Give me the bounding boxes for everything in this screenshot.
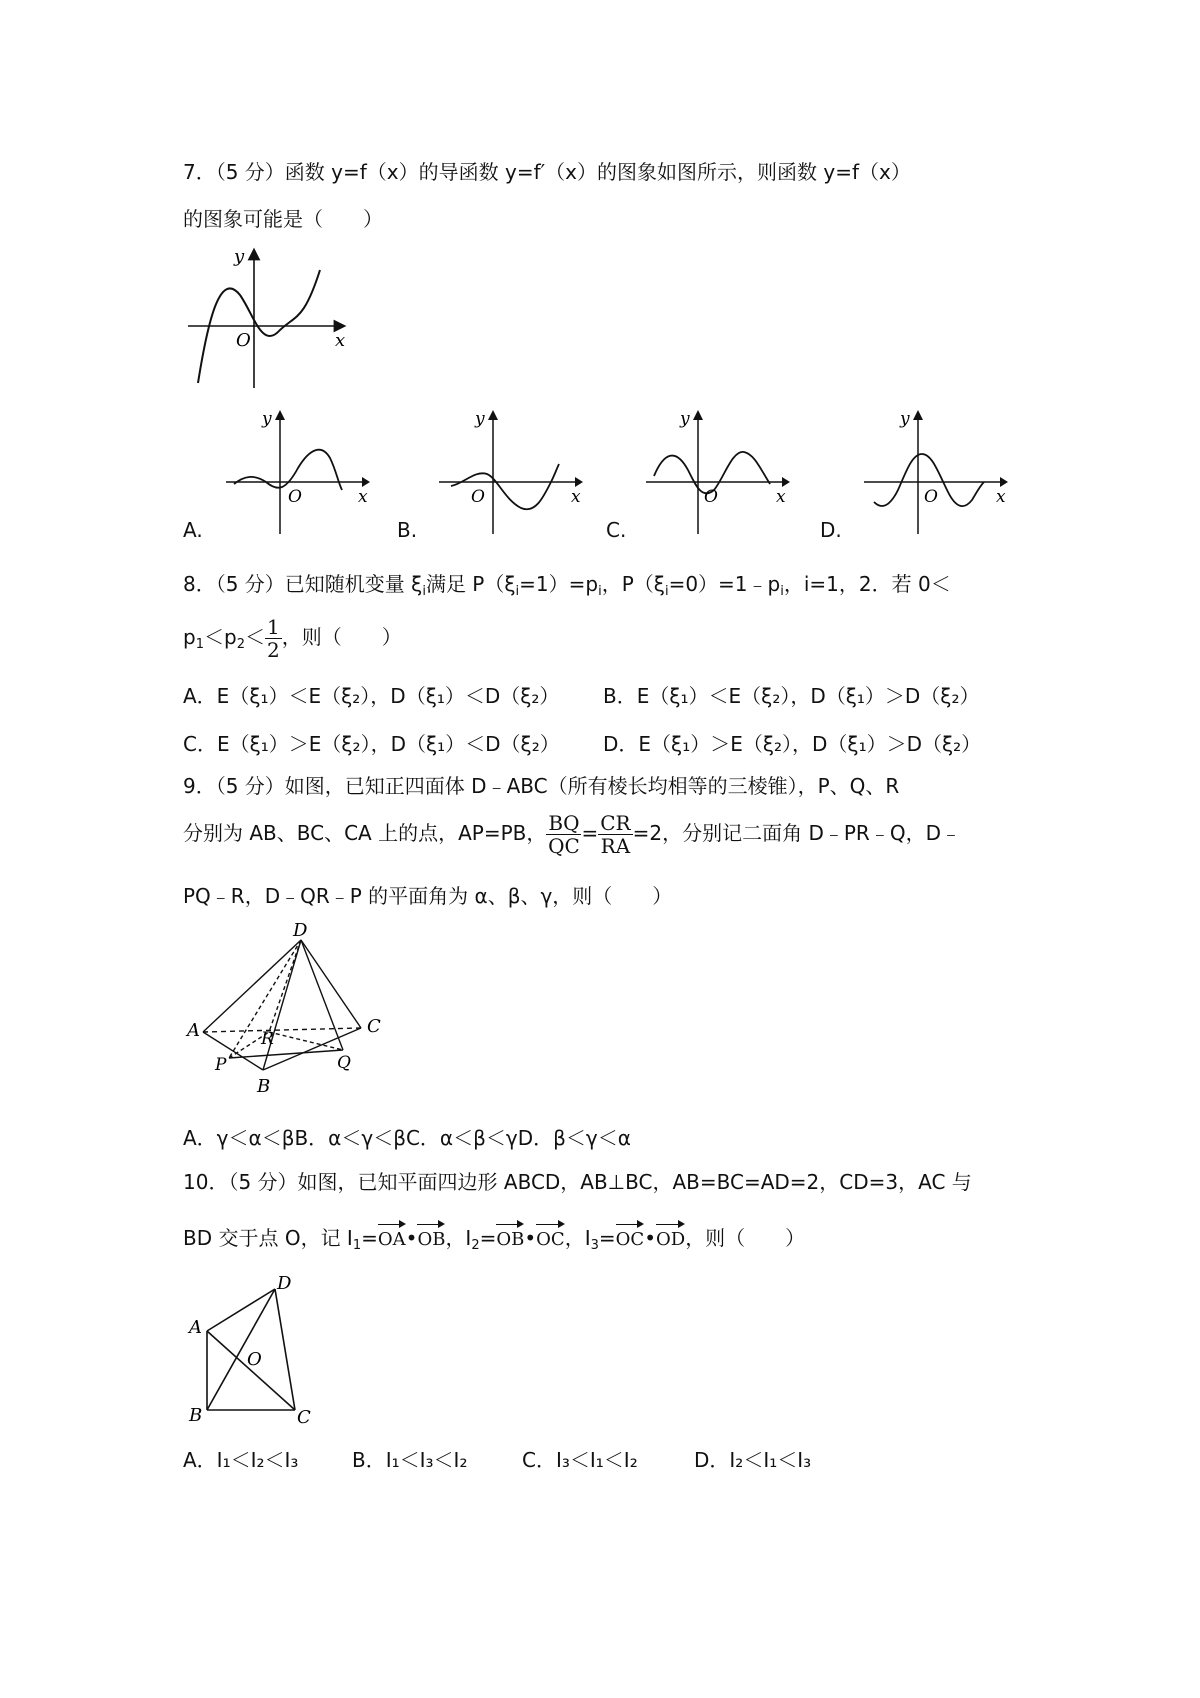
q7-derivative-graph [180, 246, 350, 390]
q9-stem-line1: 9．（5 分）如图，已知正四面体 D﹣ABC（所有棱长均相等的三棱锥），P、Q、R [183, 774, 900, 798]
y-axis-label: y [900, 409, 910, 429]
point-q-label: Q [337, 1053, 351, 1073]
point-r-label: R [261, 1029, 274, 1049]
origin-label: O [288, 487, 302, 507]
q9-tetrahedron-figure [185, 920, 405, 1105]
x-axis-label: x [571, 487, 581, 507]
q9-stem-line3: PQ﹣R，D﹣QR﹣P 的平面角为 α、β、γ，则（ ） [183, 884, 673, 908]
q9-options: A．γ＜α＜βB．α＜γ＜βC．α＜β＜γD．β＜γ＜α [183, 1126, 631, 1150]
origin-label: O [704, 487, 718, 507]
vertex-d-label: D [293, 920, 308, 941]
vertex-d-label: D [277, 1273, 292, 1294]
q7-option-c-label: C. [606, 518, 627, 542]
vector-oa: OA [378, 1226, 406, 1254]
q8-option-d: D．E（ξ₁）＞E（ξ₂），D（ξ₁）＞D（ξ₂） [603, 732, 982, 756]
vertex-a-label: A [189, 1317, 202, 1338]
q7-option-c-graph [642, 410, 792, 535]
point-o-label: O [247, 1349, 262, 1370]
x-axis-label: x [358, 487, 368, 507]
q7-stem-line1: 7．（5 分）函数 y=f（x）的导函数 y=f′（x）的图象如图所示，则函数 y=f（x） [183, 160, 911, 184]
vector-oc: OC [536, 1226, 565, 1254]
vertex-c-label: C [367, 1016, 381, 1037]
q8-option-c: C．E（ξ₁）＞E（ξ₂），D（ξ₁）＜D（ξ₂） [183, 732, 560, 756]
q8-stem-line1: 8．（5 分）已知随机变量 $\xi_i$满足 $P(\xi_i=1)=p_i$，$P(\xi_i=0)=1﹣p_i$，i=1，2．若 0＜ [183, 572, 951, 599]
q8-option-a: A．E（ξ₁）＜E（ξ₂），D（ξ₁）＜D（ξ₂） [183, 684, 560, 708]
origin-label: O [236, 330, 251, 351]
q7-stem-line2: 的图象可能是（ ） [183, 207, 383, 231]
vector-od: OD [656, 1226, 685, 1254]
q10-stem-line2: BD 交于点 O，记 $I_1=OA•OB$，$I_2=OB•OC$，$I_3=OC•OD$，则（ ） [183, 1226, 806, 1253]
q9-stem-line2: 分别为 AB、BC、CA 上的点，AP=PB， $\frac{BQ}{QC}$ = $\frac{CR}{RA}$ =2，分别记二面角 D﹣PR﹣Q，D﹣ [183, 811, 961, 858]
fraction-bq-qc: $\frac{BQ}{QC}$ [548, 811, 580, 858]
x-axis-label: x [335, 330, 346, 351]
y-axis-label: y [680, 409, 690, 429]
vertex-b-label: B [257, 1076, 271, 1097]
q7-option-b-label: B. [397, 518, 418, 542]
q10-quadrilateral-figure [185, 1273, 335, 1428]
point-p-label: P [215, 1055, 227, 1075]
q7-option-d-label: D. [820, 518, 842, 542]
q8-stem-line2: $p_1<p_2<$ $\frac{1}{2}$ ，则（ ） [183, 615, 402, 662]
fraction-one-half: $\frac{1}{2}$ [266, 615, 280, 662]
x-axis-label: x [776, 487, 786, 507]
vector-oc: OC [616, 1226, 645, 1254]
q7-option-b-graph [435, 410, 585, 535]
q8-option-b: B．E（ξ₁）＜E（ξ₂），D（ξ₁）＞D（ξ₂） [603, 684, 980, 708]
vector-ob: OB [496, 1226, 524, 1254]
q10-option-b: B．I₁＜I₃＜I₂ [352, 1448, 468, 1472]
y-axis-label: y [234, 246, 245, 267]
vertex-a-label: A [187, 1020, 200, 1041]
q10-option-a: A．I₁＜I₂＜I₃ [183, 1448, 299, 1472]
y-axis-label: y [475, 409, 485, 429]
vector-ob: OB [417, 1226, 445, 1254]
origin-label: O [471, 487, 485, 507]
q10-stem-line1: 10．（5 分）如图，已知平面四边形 ABCD，AB⊥BC，AB=BC=AD=2，CD=3，AC 与 [183, 1170, 972, 1194]
q7-option-a-graph [222, 410, 372, 535]
y-axis-label: y [262, 409, 272, 429]
q7-option-d-graph [860, 410, 1010, 535]
vertex-b-label: B [189, 1405, 203, 1426]
x-axis-label: x [996, 487, 1006, 507]
origin-label: O [924, 487, 938, 507]
q10-option-c: C．I₃＜I₁＜I₂ [522, 1448, 638, 1472]
q7-option-a-label: A. [183, 518, 203, 542]
fraction-cr-ra: $\frac{CR}{RA}$ [600, 811, 631, 858]
q10-option-d: D．I₂＜I₁＜I₃ [694, 1448, 812, 1472]
vertex-c-label: C [297, 1407, 311, 1428]
